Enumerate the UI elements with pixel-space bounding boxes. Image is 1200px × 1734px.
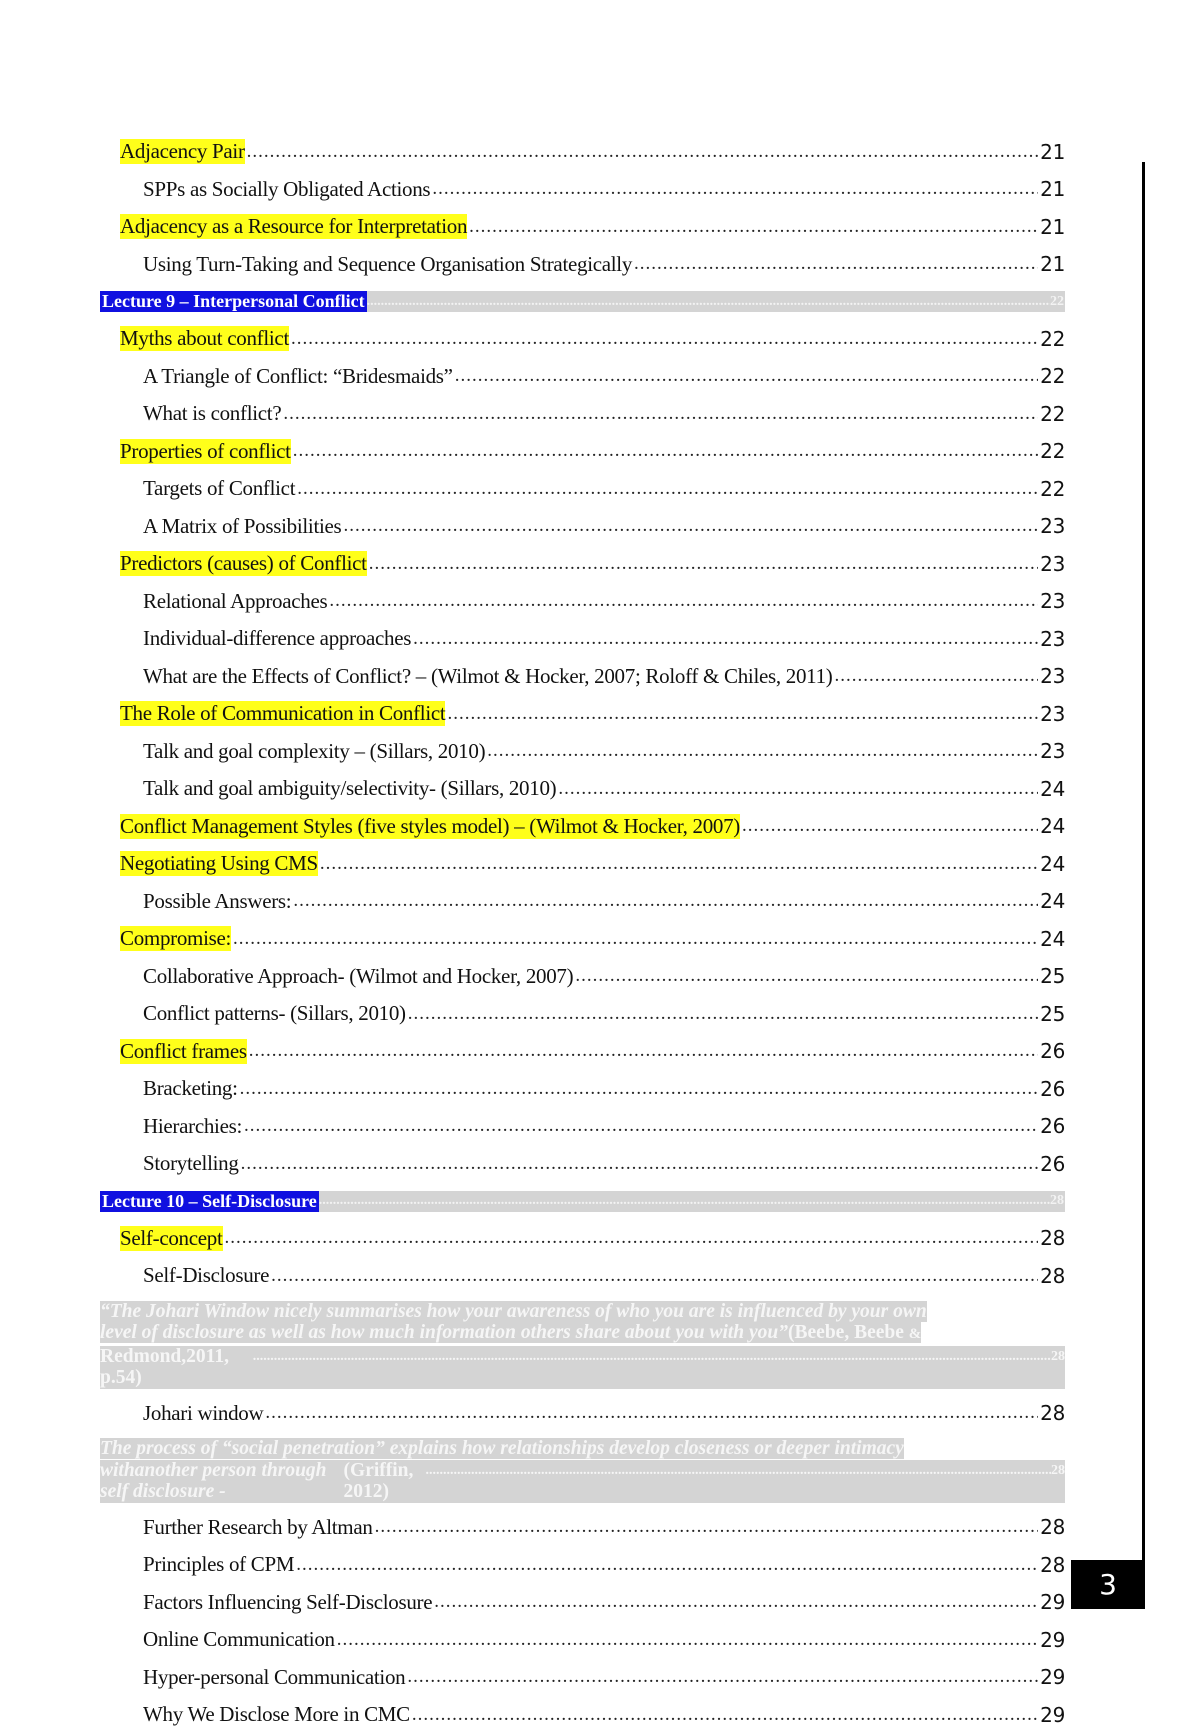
leader-dots [426, 1460, 1051, 1503]
toc-entry[interactable] [100, 320, 1065, 358]
leader-dots [447, 703, 1038, 725]
toc-entry-page-number: 24 [1040, 851, 1065, 876]
page-margin-rule [1142, 162, 1145, 1609]
toc-entry-page-number: 28 [1040, 1226, 1065, 1251]
leader-dots [297, 478, 1038, 500]
toc-entry[interactable] [100, 808, 1065, 846]
toc-entry-title: Predictors (causes) of Conflict [120, 551, 367, 576]
leader-dots [283, 403, 1038, 425]
toc-entry-page-number: 23 [1040, 664, 1065, 689]
quote-line [100, 1322, 1065, 1346]
toc-entry-title: Compromise: [120, 926, 232, 951]
toc-entry-title: Talk and goal ambiguity/selectivity- (Sillars, 2010) [143, 776, 557, 801]
quote-page-number: 28 [1051, 1348, 1065, 1364]
leader-dots [249, 1040, 1038, 1062]
toc-entry-page-number: 24 [1040, 814, 1065, 839]
toc-entry-title: The Role of Communication in Conflict [120, 701, 446, 726]
toc-entry[interactable] [100, 695, 1065, 733]
toc-entry[interactable] [100, 358, 1065, 396]
toc-entry-page-number: 24 [1040, 889, 1065, 914]
toc-entry-page-number: 24 [1040, 776, 1065, 801]
leader-dots [233, 928, 1038, 950]
toc-entry-title: Hierarchies: [143, 1113, 243, 1138]
toc-entry-page-number: 21 [1040, 214, 1065, 239]
leader-dots [291, 328, 1038, 350]
toc-entry-title: Factors Influencing Self-Disclosure [143, 1589, 433, 1614]
toc-entry-title: Online Communication [143, 1627, 335, 1652]
toc-entry[interactable] [100, 920, 1065, 958]
toc-block-lecture10-c [100, 1509, 1065, 1734]
leader-dots [369, 553, 1038, 575]
leader-dots [412, 1704, 1038, 1726]
lecture-title: Lecture 9 – Interpersonal Conflict [102, 291, 365, 311]
toc-entry[interactable] [100, 845, 1065, 883]
toc-entry[interactable] [100, 1509, 1065, 1547]
leader-dots [247, 141, 1038, 163]
leader-dots [320, 853, 1038, 875]
leader-dots [455, 365, 1038, 387]
quote-line-last [100, 1346, 1065, 1389]
leader-dots [319, 1193, 1050, 1209]
toc-quote-johari[interactable] [100, 1301, 1065, 1389]
leader-dots [253, 1346, 1051, 1389]
toc-entry-page-number: 25 [1040, 1001, 1065, 1026]
leader-dots [375, 1516, 1039, 1538]
leader-dots [265, 1402, 1038, 1424]
toc-entry[interactable] [100, 1108, 1065, 1146]
lecture-page-number: 22 [1050, 293, 1064, 309]
toc-entry-title: Relational Approaches [143, 588, 328, 613]
toc-entry-page-number: 23 [1040, 514, 1065, 539]
toc-entry-title: Bracketing: [143, 1076, 238, 1101]
leader-dots [296, 1554, 1038, 1576]
toc-entry[interactable] [100, 995, 1065, 1033]
toc-entry-title: Individual-difference approaches [143, 626, 412, 651]
toc-entry-page-number: 29 [1040, 1665, 1065, 1690]
toc-entry[interactable] [100, 1696, 1065, 1734]
toc-entry[interactable] [100, 583, 1065, 621]
quote-text [100, 1322, 921, 1343]
toc-entry-title: A Matrix of Possibilities [143, 513, 342, 538]
toc-entry-page-number: 26 [1040, 1151, 1065, 1176]
leader-dots [558, 778, 1038, 800]
toc-entry-title: Why We Disclose More in CMC [143, 1702, 410, 1727]
toc-entry-title: Hyper-personal Communication [143, 1664, 406, 1689]
toc-entry-page-number: 21 [1040, 252, 1065, 277]
toc-entry-page-number: 22 [1040, 439, 1065, 464]
toc-entry[interactable] [100, 1546, 1065, 1584]
toc-entry-title: Conflict Management Styles (five styles model) – (Wilmot & Hocker, 2007) [120, 813, 740, 838]
toc-entry-page-number: 23 [1040, 701, 1065, 726]
leader-dots [432, 178, 1038, 200]
toc-entry-title: Using Turn-Taking and Sequence Organisation Strategically [143, 251, 633, 276]
page-number-badge: 3 [1071, 1560, 1145, 1609]
quote-text: “The Johari Window nicely summarises how your awareness of who you are is influenced by your own [100, 1300, 927, 1322]
toc-entry-page-number: 23 [1040, 551, 1065, 576]
toc-entry[interactable] [100, 208, 1065, 246]
toc-block-lecture8-tail [100, 133, 1065, 283]
toc-entry-title: Further Research by Altman [143, 1514, 373, 1539]
leader-dots [271, 1265, 1038, 1287]
leader-dots [434, 1591, 1038, 1613]
toc-entry[interactable] [100, 545, 1065, 583]
lecture-page-number: 28 [1050, 1193, 1064, 1208]
toc-entry[interactable] [100, 883, 1065, 921]
toc-entry-page-number: 29 [1040, 1627, 1065, 1652]
toc-entry-title: Myths about conflict [120, 326, 289, 351]
leader-dots [407, 1666, 1038, 1688]
toc-entry-title: Talk and goal complexity – (Sillars, 2010) [143, 738, 486, 763]
toc-entry-title: Johari window [143, 1400, 264, 1425]
toc-entry-page-number: 21 [1040, 139, 1065, 164]
toc-entry-page-number: 26 [1040, 1076, 1065, 1101]
toc-entry[interactable] [100, 658, 1065, 696]
toc-entry[interactable] [100, 246, 1065, 284]
leader-dots [408, 1003, 1038, 1025]
toc-entry-title: What are the Effects of Conflict? – (Wilmot & Hocker, 2007; Roloff & Chiles, 2011) [143, 663, 833, 688]
toc-entry-page-number: 26 [1040, 1114, 1065, 1139]
toc-entry-title: Possible Answers: [143, 888, 292, 913]
leader-dots [487, 740, 1038, 762]
toc-entry[interactable] [100, 1659, 1065, 1697]
toc-entry-page-number: 22 [1040, 401, 1065, 426]
toc-entry[interactable] [100, 958, 1065, 996]
toc-quote-social-penetration[interactable] [100, 1438, 1065, 1503]
toc-entry-title: Adjacency Pair [120, 139, 245, 164]
toc-block-lecture10-b [100, 1395, 1065, 1433]
toc-entry-page-number: 23 [1040, 626, 1065, 651]
toc-entry[interactable] [100, 395, 1065, 433]
toc-entry-title: Self-concept [120, 1225, 223, 1250]
toc-entry-title: SPPs as Socially Obligated Actions [143, 176, 431, 201]
toc-entry-page-number: 28 [1040, 1552, 1065, 1577]
toc-entry-page-number: 29 [1040, 1590, 1065, 1615]
toc-entry-page-number: 24 [1040, 926, 1065, 951]
toc-entry-page-number: 22 [1040, 326, 1065, 351]
toc-entry[interactable] [100, 433, 1065, 471]
toc-entry-title: Collaborative Approach- (Wilmot and Hocker, 2007) [143, 963, 574, 988]
lecture-title: Lecture 10 – Self-Disclosure [102, 1190, 317, 1211]
toc-entry[interactable] [100, 1070, 1065, 1108]
quote-text: The process of “social penetration” explains how relationships develop closeness or deeper intimacy [100, 1438, 904, 1459]
toc-entry-page-number: 21 [1040, 177, 1065, 202]
leader-dots [742, 815, 1038, 837]
toc-entry[interactable] [100, 508, 1065, 546]
toc-block-lecture9 [100, 320, 1065, 1183]
toc-entry[interactable] [100, 770, 1065, 808]
toc-entry[interactable] [100, 1395, 1065, 1433]
toc-entry-title: Properties of conflict [120, 438, 291, 463]
quote-line [100, 1301, 1065, 1323]
toc-entry[interactable] [100, 133, 1065, 171]
quote-text-part: level of disclosure as well as how much information others share about you with you” [100, 1322, 789, 1343]
leader-dots [367, 294, 1050, 310]
toc-entry[interactable] [100, 470, 1065, 508]
leader-dots [241, 1153, 1039, 1175]
toc-entry-page-number: 23 [1040, 739, 1065, 764]
toc-entry-page-number: 26 [1040, 1039, 1065, 1064]
leader-dots [575, 965, 1038, 987]
table-of-contents [100, 133, 1065, 1734]
toc-entry[interactable] [100, 1220, 1065, 1258]
toc-entry[interactable] [100, 733, 1065, 771]
toc-entry-page-number: 25 [1040, 964, 1065, 989]
leader-dots [469, 216, 1038, 238]
leader-dots [293, 440, 1038, 462]
quote-line-last [100, 1460, 1065, 1503]
toc-entry-title: Self-Disclosure [143, 1263, 270, 1288]
toc-block-lecture10-a [100, 1220, 1065, 1295]
toc-entry-title: Targets of Conflict [143, 476, 296, 501]
leader-dots [225, 1227, 1039, 1249]
toc-entry[interactable] [100, 1584, 1065, 1622]
toc-entry-title: What is conflict? [143, 401, 282, 426]
quote-citation: (Beebe, Beebe [788, 1322, 909, 1343]
toc-entry[interactable] [100, 1621, 1065, 1659]
toc-entry-title: Adjacency as a Resource for Interpretation [120, 214, 468, 239]
toc-lecture-10-heading[interactable] [100, 1191, 1065, 1212]
toc-entry-title: Storytelling [143, 1151, 239, 1176]
leader-dots [293, 890, 1038, 912]
leader-dots [337, 1629, 1038, 1651]
toc-entry-title: Negotiating Using CMS [120, 851, 318, 876]
toc-entry-page-number: 28 [1040, 1263, 1065, 1288]
leader-dots [244, 1115, 1038, 1137]
toc-entry[interactable] [100, 1145, 1065, 1183]
toc-entry-page-number: 28 [1040, 1401, 1065, 1426]
toc-lecture-9-heading[interactable] [100, 291, 1065, 312]
quote-page-number: 28 [1051, 1462, 1065, 1478]
toc-entry-page-number: 29 [1040, 1702, 1065, 1727]
toc-entry-title: Principles of CPM [143, 1552, 295, 1577]
toc-entry-page-number: 28 [1040, 1515, 1065, 1540]
toc-entry-title: Conflict patterns- (Sillars, 2010) [143, 1001, 406, 1026]
toc-entry-title: Conflict frames [120, 1038, 247, 1063]
quote-citation: (Griffin, 2012) [343, 1459, 414, 1502]
toc-entry-title: A Triangle of Conflict: “Bridesmaids” [143, 363, 453, 388]
toc-entry-page-number: 22 [1040, 364, 1065, 389]
toc-entry-page-number: 22 [1040, 476, 1065, 501]
leader-dots [634, 253, 1038, 275]
leader-dots [835, 665, 1039, 687]
toc-entry-page-number: 23 [1040, 589, 1065, 614]
leader-dots [329, 590, 1038, 612]
toc-entry[interactable] [100, 1257, 1065, 1295]
leader-dots [413, 628, 1038, 650]
quote-line [100, 1438, 1065, 1460]
leader-dots [343, 515, 1038, 537]
toc-entry[interactable] [100, 171, 1065, 209]
toc-entry[interactable] [100, 1033, 1065, 1071]
quote-citation: Redmond,2011, p.54) [100, 1345, 229, 1388]
toc-entry[interactable] [100, 620, 1065, 658]
leader-dots [240, 1078, 1038, 1100]
quote-text-part: withanother person through self disclosure - [100, 1459, 327, 1502]
quote-citation-amp: & [908, 1326, 922, 1342]
